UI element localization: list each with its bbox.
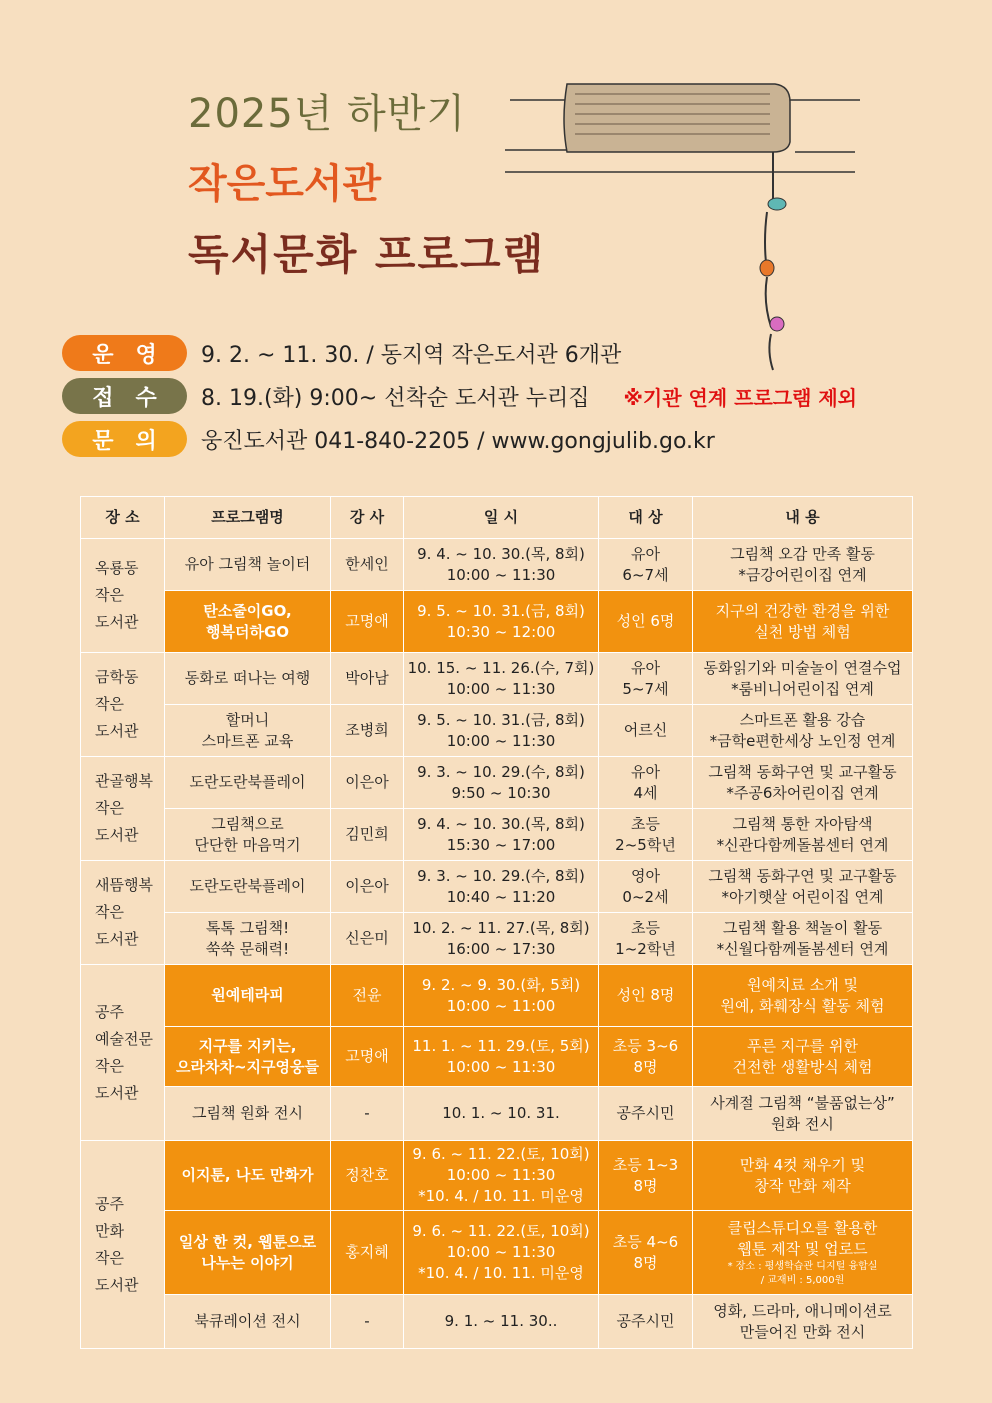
schedule-cell: 9. 4. ~ 10. 30.(목, 8회) 10:00 ~ 11:30: [404, 539, 599, 591]
venue-cell: 옥룡동 작은 도서관: [81, 539, 165, 653]
table-row: [81, 913, 913, 965]
teacher-cell: 박아남: [331, 653, 404, 705]
content-cell: 그림책 동화구연 및 교구활동 *주공6차어린이집 연계: [693, 757, 913, 809]
teacher-cell: 한세인: [331, 539, 404, 591]
program-cell: 톡톡 그림책! 쑥쑥 문해력!: [165, 913, 331, 965]
label-operation: 운영: [62, 335, 187, 371]
content-cell: 원예치료 소개 및 원예, 화훼장식 활동 체험: [693, 965, 913, 1027]
program-cell: 유아 그림책 놀이터: [165, 539, 331, 591]
table-row: [81, 1087, 913, 1141]
teacher-cell: 이은아: [331, 757, 404, 809]
program-schedule-table: [80, 496, 913, 1349]
schedule-cell: 9. 5. ~ 10. 31.(금, 8회) 10:00 ~ 11:30: [404, 705, 599, 757]
target-cell: 공주시민: [599, 1295, 693, 1349]
program-cell: 일상 한 컷, 웹툰으로 나누는 이야기: [165, 1211, 331, 1295]
header-schedule: 일 시: [404, 497, 599, 539]
info-row-inquiry: [62, 420, 715, 458]
content-note: * 장소 : 평생학습관 디지털 융합실 / 교재비 : 5,000원: [727, 1260, 878, 1286]
header-content: 내 용: [693, 497, 913, 539]
title-library: 작은도서관: [188, 161, 382, 207]
teacher-cell: 이은아: [331, 861, 404, 913]
schedule-cell: 9. 4. ~ 10. 30.(목, 8회) 15:30 ~ 17:00: [404, 809, 599, 861]
teacher-cell: 전윤: [331, 965, 404, 1027]
header-program: 프로그램명: [165, 497, 331, 539]
content-cell: 그림책 동화구연 및 교구활동 *아기햇살 어린이집 연계: [693, 861, 913, 913]
label-inquiry: 문의: [62, 421, 187, 457]
schedule-cell: 10. 2. ~ 11. 27.(목, 8회) 16:00 ~ 17:30: [404, 913, 599, 965]
inquiry-text: 웅진도서관 041-840-2205 / www.gongjulib.go.kr: [201, 428, 715, 454]
teacher-cell: 홍지혜: [331, 1211, 404, 1295]
table-row: [81, 757, 913, 809]
program-cell: 이지툰, 나도 만화가: [165, 1141, 331, 1211]
target-cell: 초등 2~5학년: [599, 809, 693, 861]
content-cell: 만화 4컷 채우기 및 창작 만화 제작: [693, 1141, 913, 1211]
target-cell: 유아 4세: [599, 757, 693, 809]
content-cell: 스마트폰 활용 강습 *금학e편한세상 노인정 연계: [693, 705, 913, 757]
teacher-cell: 조병희: [331, 705, 404, 757]
teacher-cell: -: [331, 1295, 404, 1349]
target-cell: 성인 6명: [599, 591, 693, 653]
title-year: 2025년 하반기: [188, 91, 467, 137]
program-cell: 원예테라피: [165, 965, 331, 1027]
program-cell: 동화로 떠나는 여행: [165, 653, 331, 705]
target-cell: 유아 6~7세: [599, 539, 693, 591]
schedule-cell: 9. 6. ~ 11. 22.(토, 10회) 10:00 ~ 11:30 *10. 4. / 10. 11. 미운영: [404, 1141, 599, 1211]
program-cell: 탄소줄이GO, 행복더하GO: [165, 591, 331, 653]
teacher-cell: 고명애: [331, 591, 404, 653]
table-row: [81, 1211, 913, 1295]
schedule-cell: 9. 5. ~ 10. 31.(금, 8회) 10:30 ~ 12:00: [404, 591, 599, 653]
schedule-cell: 10. 1. ~ 10. 31.: [404, 1087, 599, 1141]
schedule-cell: 11. 1. ~ 11. 29.(토, 5회) 10:00 ~ 11:30: [404, 1027, 599, 1087]
table-row: [81, 539, 913, 591]
schedule-cell: 9. 3. ~ 10. 29.(수, 8회) 10:40 ~ 11:20: [404, 861, 599, 913]
content-cell: 그림책 통한 자아탐색 *신관다함께돌봄센터 연계: [693, 809, 913, 861]
program-cell: 북큐레이션 전시: [165, 1295, 331, 1349]
info-row-registration: [62, 377, 857, 415]
program-cell: 도란도란북플레이: [165, 861, 331, 913]
operation-text: 9. 2. ~ 11. 30. / 동지역 작은도서관 6개관: [201, 342, 622, 368]
target-cell: 초등 4~6 8명: [599, 1211, 693, 1295]
schedule-cell: 9. 1. ~ 11. 30..: [404, 1295, 599, 1349]
content-cell: 동화읽기와 미술놀이 연결수업 *룸비니어린이집 연계: [693, 653, 913, 705]
target-cell: 성인 8명: [599, 965, 693, 1027]
table-row: [81, 591, 913, 653]
header-venue: 장 소: [81, 497, 165, 539]
header-teacher: 강 사: [331, 497, 404, 539]
content-cell: 지구의 건강한 환경을 위한 실천 방법 체험: [693, 591, 913, 653]
info-row-operation: [62, 334, 621, 372]
table-header-row: [81, 497, 913, 539]
venue-cell: 관골행복 작은 도서관: [81, 757, 165, 861]
target-cell: 초등 1~2학년: [599, 913, 693, 965]
book-climbers-illustration: [505, 72, 865, 372]
teacher-cell: -: [331, 1087, 404, 1141]
table-row: [81, 1141, 913, 1211]
target-cell: 영아 0~2세: [599, 861, 693, 913]
program-cell: 그림책으로 단단한 마음먹기: [165, 809, 331, 861]
teacher-cell: 고명애: [331, 1027, 404, 1087]
program-cell: 할머니 스마트폰 교육: [165, 705, 331, 757]
schedule-cell: 9. 6. ~ 11. 22.(토, 10회) 10:00 ~ 11:30 *10. 4. / 10. 11. 미운영: [404, 1211, 599, 1295]
content-cell: 푸른 지구를 위한 건전한 생활방식 체험: [693, 1027, 913, 1087]
header-target: 대 상: [599, 497, 693, 539]
content-cell: [693, 1211, 913, 1295]
venue-cell: 공주 만화 작은 도서관: [81, 1141, 165, 1349]
program-cell: 그림책 원화 전시: [165, 1087, 331, 1141]
table-row: [81, 653, 913, 705]
target-cell: 어르신: [599, 705, 693, 757]
target-cell: 유아 5~7세: [599, 653, 693, 705]
schedule-cell: 10. 15. ~ 11. 26.(수, 7회) 10:00 ~ 11:30: [404, 653, 599, 705]
teacher-cell: 신은미: [331, 913, 404, 965]
label-registration: 접수: [62, 378, 187, 414]
target-cell: 초등 3~6 8명: [599, 1027, 693, 1087]
content-cell: 그림책 오감 만족 활동 *금강어린이집 연계: [693, 539, 913, 591]
venue-cell: 금학동 작은 도서관: [81, 653, 165, 757]
content-cell: 영화, 드라마, 애니메이션로 만들어진 만화 전시: [693, 1295, 913, 1349]
schedule-cell: 9. 2. ~ 9. 30.(화, 5회) 10:00 ~ 11:00: [404, 965, 599, 1027]
table-row: [81, 965, 913, 1027]
content-cell: 그림책 활용 책놀이 활동 *신월다함께돌봄센터 연계: [693, 913, 913, 965]
teacher-cell: 김민희: [331, 809, 404, 861]
table-row: [81, 861, 913, 913]
content-cell: 사계절 그림책 “불품없는상” 원화 전시: [693, 1087, 913, 1141]
program-cell: 지구를 지키는, 으라차차~지구영웅들: [165, 1027, 331, 1087]
schedule-cell: 9. 3. ~ 10. 29.(수, 8회) 9:50 ~ 10:30: [404, 757, 599, 809]
content-text: 클립스튜디오를 활용한 웹툰 제작 및 업로드: [727, 1218, 878, 1258]
teacher-cell: 정찬호: [331, 1141, 404, 1211]
table-row: [81, 809, 913, 861]
registration-note: ※기관 연계 프로그램 제외: [623, 385, 858, 410]
table-row: [81, 1295, 913, 1349]
table-row: [81, 705, 913, 757]
venue-cell: 공주 예술전문 작은 도서관: [81, 965, 165, 1141]
registration-text: 8. 19.(화) 9:00~ 선착순 도서관 누리집: [201, 385, 590, 411]
title-program: 독서문화 프로그램: [188, 230, 546, 279]
venue-cell: 새뜸행복 작은 도서관: [81, 861, 165, 965]
table-row: [81, 1027, 913, 1087]
program-cell: 도란도란북플레이: [165, 757, 331, 809]
target-cell: 공주시민: [599, 1087, 693, 1141]
target-cell: 초등 1~3 8명: [599, 1141, 693, 1211]
